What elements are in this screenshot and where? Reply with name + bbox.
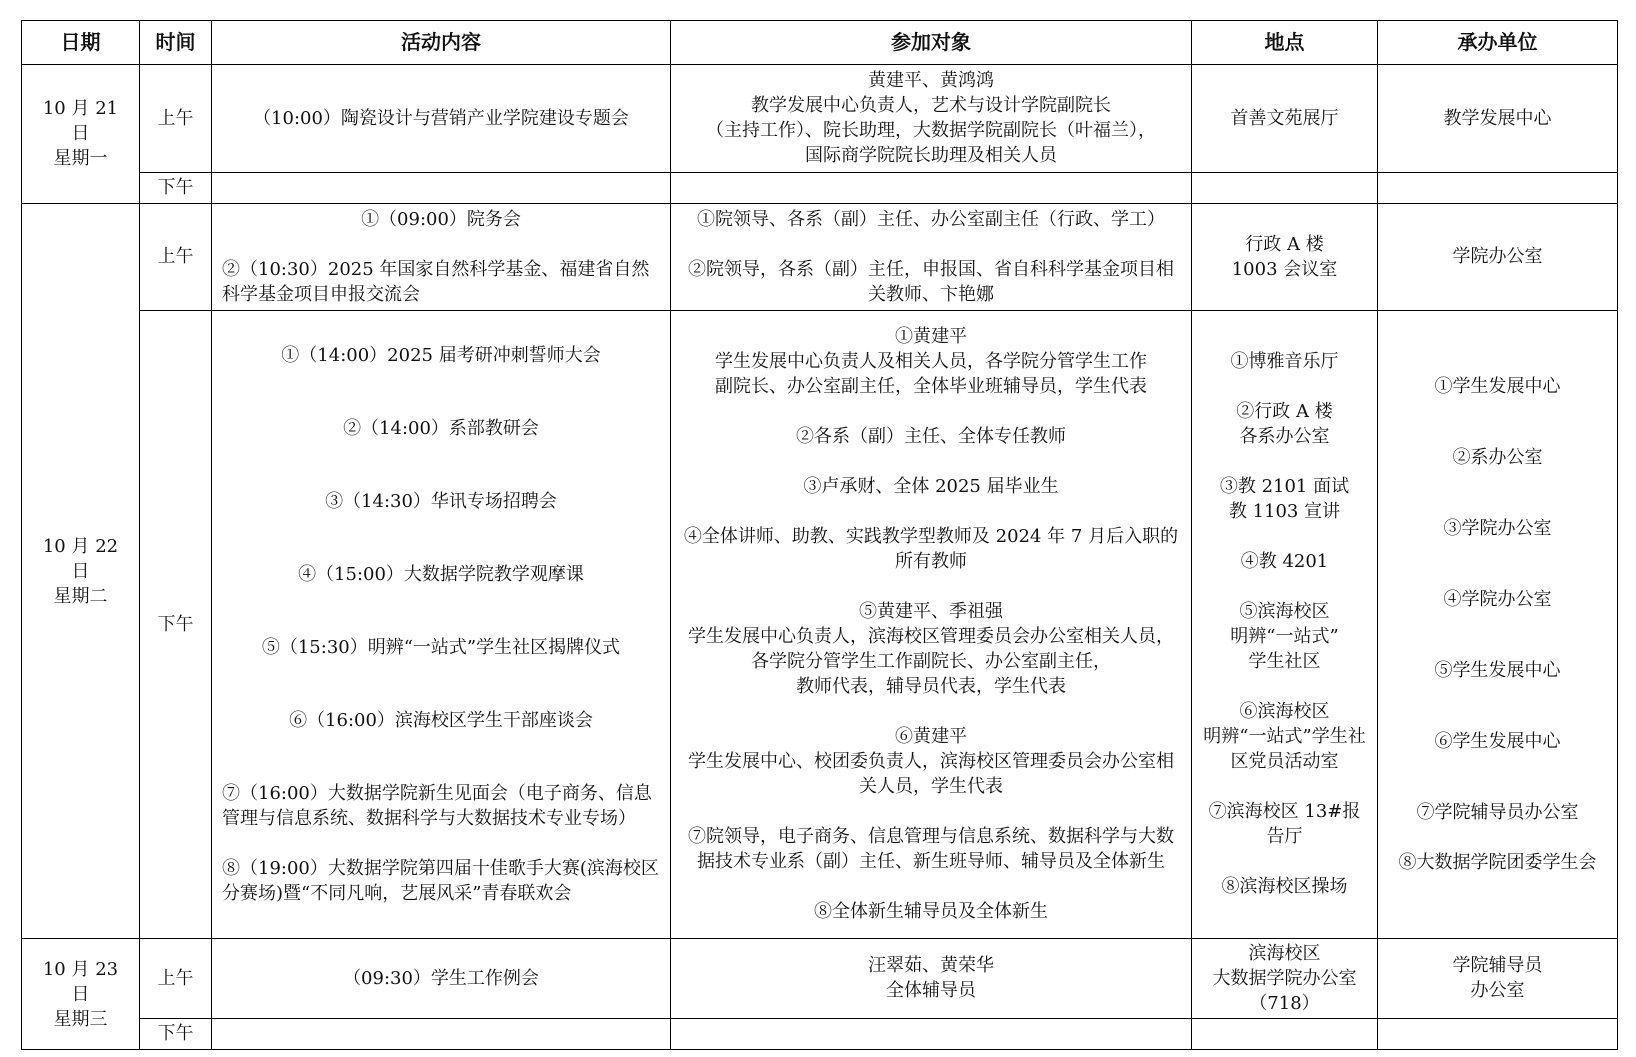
header-content: 活动内容 — [212, 21, 671, 65]
day2-date: 10 月 22 日 — [42, 535, 119, 582]
attendee-line: ⑤黄建平、季祖强 — [859, 601, 1003, 623]
day1-am-row — [22, 64, 1618, 172]
organizer-item: ④学院办公室 — [1443, 588, 1552, 610]
day3-am-row — [22, 939, 1618, 1018]
activity-item: ③（14:30）华讯专场招聘会 — [325, 490, 557, 512]
header-location: 地点 — [1192, 21, 1378, 65]
attendee-line: 学生发展中心负责人及相关人员，各学院分管学生工作 — [715, 351, 1147, 373]
location-line: 滨海校区 — [1248, 942, 1321, 964]
location-line: （718） — [1249, 992, 1320, 1014]
day2-am-row — [22, 203, 1618, 310]
day3-am-content: （09:30）学生工作例会 — [212, 939, 671, 1018]
day3-am-organizer — [1378, 939, 1618, 1018]
activity-item: ①（09:00）院务会 — [361, 208, 521, 230]
organizer-line: 学院辅导员 — [1452, 955, 1543, 977]
day3-am-attendees — [671, 939, 1192, 1018]
empty-cell — [1192, 172, 1378, 203]
organizer-item: ⑧大数据学院团委学生会 — [1398, 851, 1597, 873]
attendee-line: ①黄建平 — [895, 326, 967, 348]
location-line: ⑧滨海校区操场 — [1221, 876, 1348, 898]
attendee-line: 各学院分管学生工作副院长、办公室副主任， — [751, 651, 1111, 673]
attendee-line: ④全体讲师、助教、实践教学型教师及 2024 年 7 月后入职的所有教师 — [683, 526, 1179, 573]
organizer-item: ⑥学生发展中心 — [1434, 730, 1561, 752]
day2-date-cell — [22, 203, 140, 938]
attendee-line: 汪翠茹、黄荣华 — [868, 955, 994, 977]
day2-pm-organizers — [1378, 310, 1618, 938]
organizer-item: ⑦学院辅导员办公室 — [1416, 801, 1579, 823]
location-line: ③教 2101 面试 — [1219, 476, 1350, 498]
day1-am-content: （10:00）陶瓷设计与营销产业学院建设专题会 — [212, 64, 671, 172]
day1-am-location: 首善文苑展厅 — [1192, 64, 1378, 172]
attendee-line: 全体辅导员 — [886, 980, 976, 1002]
attendee-item: ②院领导，各系（副）主任，申报国、省自科科学基金项目相关教师、卞艳娜 — [688, 258, 1174, 305]
day1-pm-row — [22, 172, 1618, 203]
day1-am-attendees — [671, 64, 1192, 172]
attendee-line: ②各系（副）主任、全体专任教师 — [796, 426, 1066, 448]
location-line: 教 1103 宣讲 — [1228, 501, 1341, 523]
empty-cell — [671, 1018, 1192, 1049]
location-line: 各系办公室 — [1239, 426, 1330, 448]
day3-weekday: 星期三 — [53, 1008, 108, 1030]
organizer-line: 办公室 — [1470, 980, 1525, 1002]
attendee-line: （主持工作）、院长助理，大数据学院副院长（叶福兰）， — [706, 120, 1156, 142]
day3-pm-label: 下午 — [140, 1018, 212, 1049]
attendee-line: 教师代表，辅导员代表，学生代表 — [796, 676, 1066, 698]
activity-item: ②（10:30）2025 年国家自然科学基金、福建省自然科学基金项目申报交流会 — [222, 258, 650, 305]
activity-item: ⑧（19:00）大数据学院第四届十佳歌手大赛(滨海校区分赛场)暨“不同凡响，艺展风采”青春联欢会 — [222, 857, 659, 904]
day3-date-cell — [22, 939, 140, 1050]
location-line: ②行政 A 楼 — [1236, 401, 1333, 423]
header-organizer: 承办单位 — [1378, 21, 1618, 65]
day1-weekday: 星期一 — [53, 148, 108, 170]
attendee-line: ⑦院领导，电子商务、信息管理与信息系统、数据科学与大数据技术专业系（副）主任、新生班导师、辅导员及全体新生 — [688, 826, 1174, 873]
attendee-line: ⑥黄建平 — [895, 726, 967, 748]
location-line: 学生社区 — [1248, 651, 1321, 673]
location-line: ⑥滨海校区 — [1239, 701, 1330, 723]
header-attendees: 参加对象 — [671, 21, 1192, 65]
schedule-table — [21, 20, 1618, 1050]
day2-am-attendees — [671, 203, 1192, 310]
activity-item: ①（14:00）2025 届考研冲刺誓师大会 — [281, 344, 601, 366]
day2-am-contents — [212, 203, 671, 310]
empty-cell — [1192, 1018, 1378, 1049]
empty-cell — [1378, 1018, 1618, 1049]
location-line: 大数据学院办公室 — [1212, 967, 1357, 989]
header-time: 时间 — [140, 21, 212, 65]
day2-pm-row — [22, 310, 1618, 938]
location-line: 明辨“一站式” — [1230, 626, 1339, 648]
day3-pm-row — [22, 1018, 1618, 1049]
day2-pm-contents — [212, 310, 671, 938]
attendee-line: ③卢承财、全体 2025 届毕业生 — [803, 476, 1059, 498]
location-line: 明辨“一站式”学生社区党员活动室 — [1203, 726, 1366, 773]
activity-item: ⑦（16:00）大数据学院新生见面会（电子商务、信息管理与信息系统、数据科学与大数据技术专业专场） — [222, 782, 652, 829]
day1-date-cell — [22, 64, 140, 203]
attendee-line: 学生发展中心、校团委负责人，滨海校区管理委员会办公室相关人员，学生代表 — [688, 751, 1174, 798]
day3-date: 10 月 23 日 — [42, 958, 119, 1005]
empty-cell — [1378, 172, 1618, 203]
organizer-item: ③学院办公室 — [1443, 517, 1552, 539]
day2-am-location — [1192, 203, 1378, 310]
attendee-line: 国际商学院院长助理及相关人员 — [805, 145, 1057, 167]
day2-pm-locations — [1192, 310, 1378, 938]
location-line: ①博雅音乐厅 — [1230, 351, 1339, 373]
day2-am-organizer: 学院办公室 — [1378, 203, 1618, 310]
organizer-item: ①学生发展中心 — [1434, 375, 1561, 397]
day1-date: 10 月 21 日 — [42, 98, 119, 145]
attendee-line: 教学发展中心负责人，艺术与设计学院副院长 — [751, 95, 1111, 117]
day2-pm-attendees — [671, 310, 1192, 938]
day1-am-organizer: 教学发展中心 — [1378, 64, 1618, 172]
activity-item: ②（14:00）系部教研会 — [343, 417, 539, 439]
day1-pm-label: 下午 — [140, 172, 212, 203]
attendee-line: 学生发展中心负责人，滨海校区管理委员会办公室相关人员， — [688, 626, 1174, 648]
location-line: ④教 4201 — [1240, 551, 1329, 573]
empty-cell — [671, 172, 1192, 203]
attendee-line: ⑧全体新生辅导员及全体新生 — [814, 901, 1048, 923]
organizer-item: ②系办公室 — [1452, 446, 1543, 468]
empty-cell — [212, 1018, 671, 1049]
attendee-line: 副院长、办公室副主任，全体毕业班辅导员，学生代表 — [715, 376, 1147, 398]
header-date: 日期 — [22, 21, 140, 65]
day3-am-location — [1192, 939, 1378, 1018]
location-line: 1003 会议室 — [1231, 258, 1338, 280]
activity-item: ⑤（15:30）明辨“一站式”学生社区揭牌仪式 — [261, 636, 621, 658]
organizer-item: ⑤学生发展中心 — [1434, 659, 1561, 681]
empty-cell — [212, 172, 671, 203]
day2-weekday: 星期二 — [53, 585, 108, 607]
day2-pm-label: 下午 — [140, 310, 212, 938]
location-line: ⑦滨海校区 13#报告厅 — [1208, 801, 1361, 848]
attendee-item: ①院领导、各系（副）主任、办公室副主任（行政、学工） — [697, 208, 1165, 230]
location-line: ⑤滨海校区 — [1239, 601, 1330, 623]
day1-am-label: 上午 — [140, 64, 212, 172]
day3-am-label: 上午 — [140, 939, 212, 1018]
activity-item: ④（15:00）大数据学院教学观摩课 — [298, 563, 584, 585]
activity-item: ⑥（16:00）滨海校区学生干部座谈会 — [289, 709, 593, 731]
day2-am-label: 上午 — [140, 203, 212, 310]
location-line: 行政 A 楼 — [1245, 233, 1324, 255]
header-row — [22, 21, 1618, 65]
attendee-line: 黄建平、黄鸿鸿 — [868, 70, 994, 92]
